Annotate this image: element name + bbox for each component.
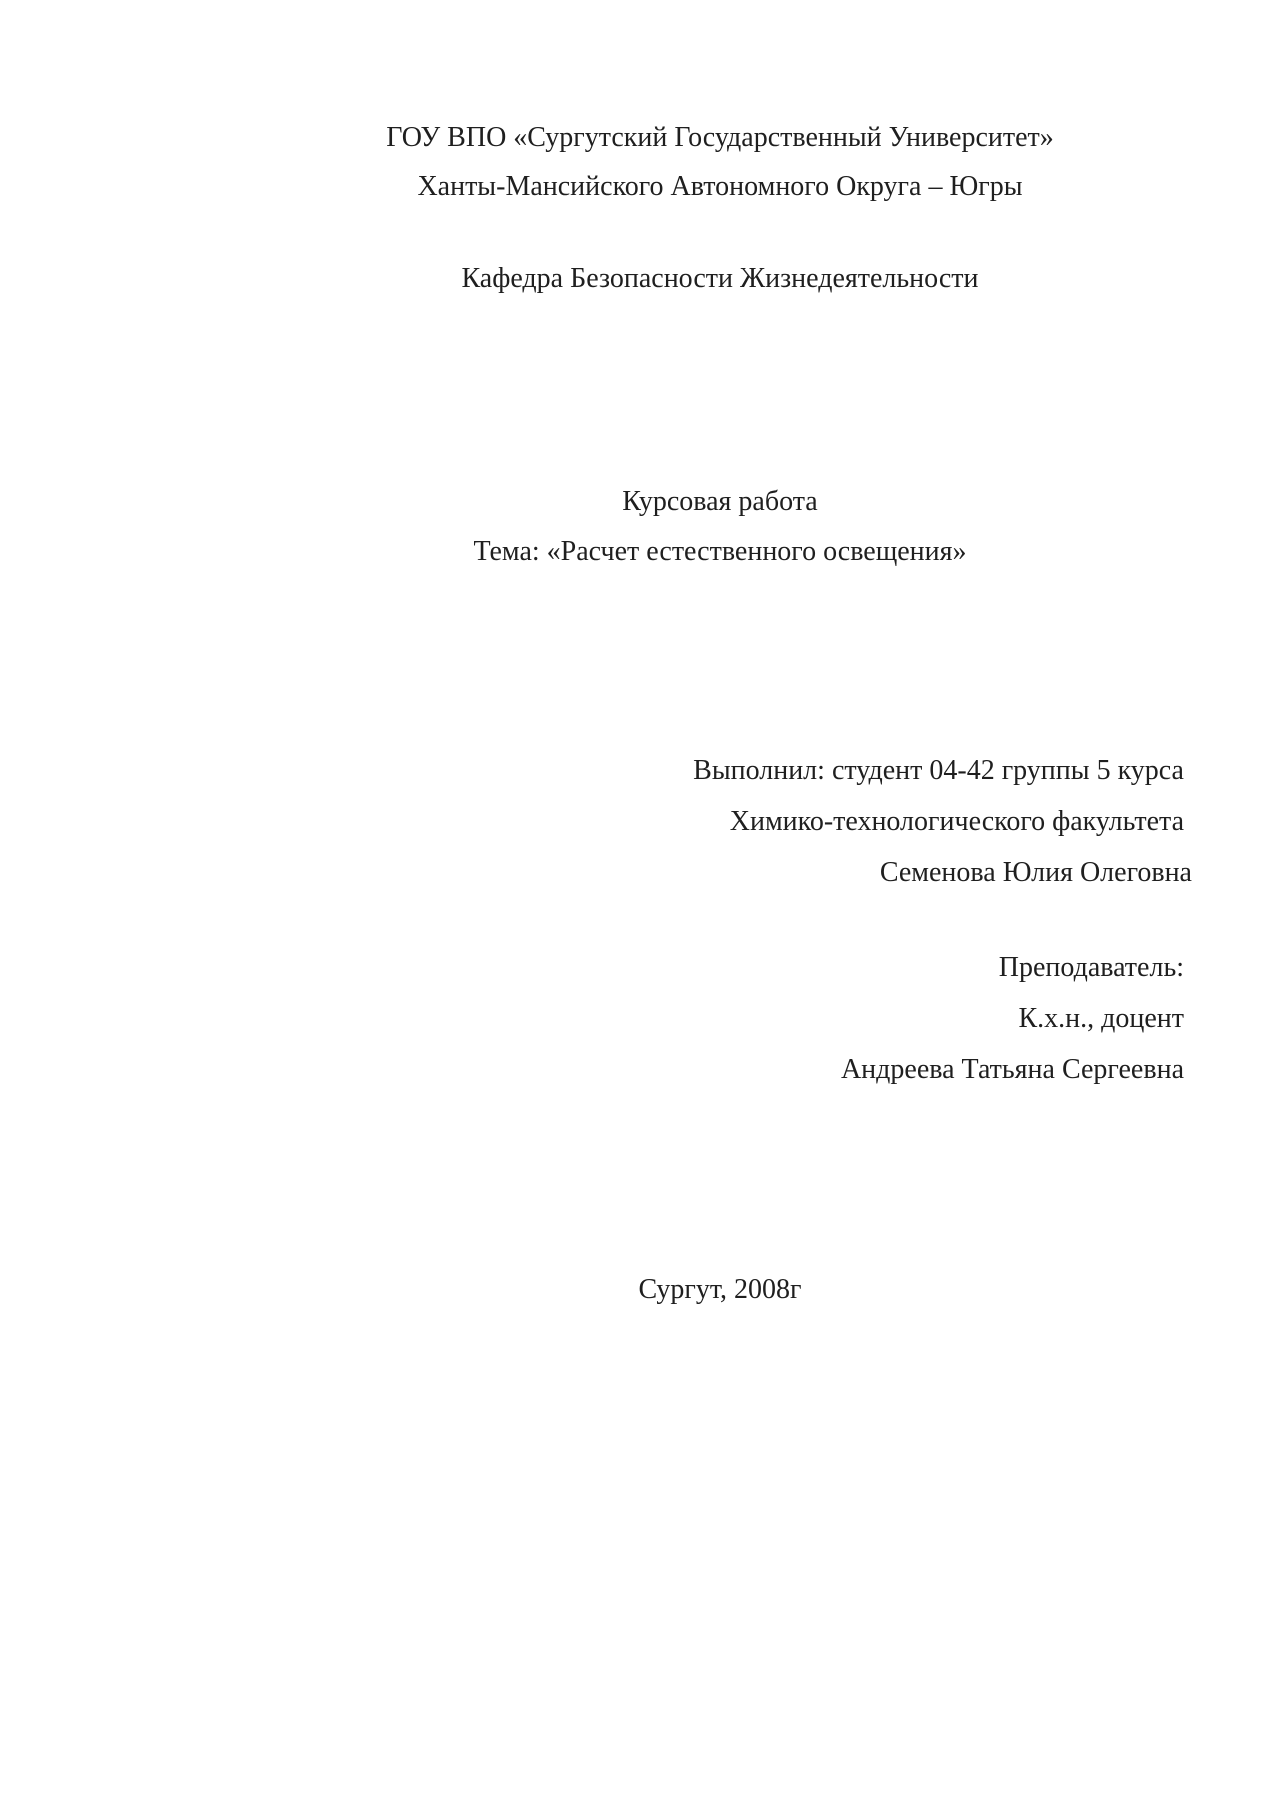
author-line-1: Выполнил: студент 04-42 группы 5 курса [693,755,1184,786]
teacher-degree: К.х.н., доцент [1018,1003,1184,1034]
university-line-2: Ханты-Мансийского Автономного Округа – Югры [417,171,1023,202]
work-topic: Тема: «Расчет естественного освещения» [473,536,967,567]
teacher-name: Андреева Татьяна Сергеевна [840,1054,1184,1085]
author-name: Семенова Юлия Олеговна [879,857,1192,888]
teacher-label: Преподаватель: [998,952,1184,983]
work-type: Курсовая работа [622,486,818,517]
department-name: Кафедра Безопасности Жизнедеятельности [461,263,979,294]
author-line-2: Химико-технологического факультета [729,806,1184,837]
university-line-1: ГОУ ВПО «Сургутский Государственный Университет» [386,122,1054,153]
city-year: Сургут, 2008г [638,1274,802,1305]
